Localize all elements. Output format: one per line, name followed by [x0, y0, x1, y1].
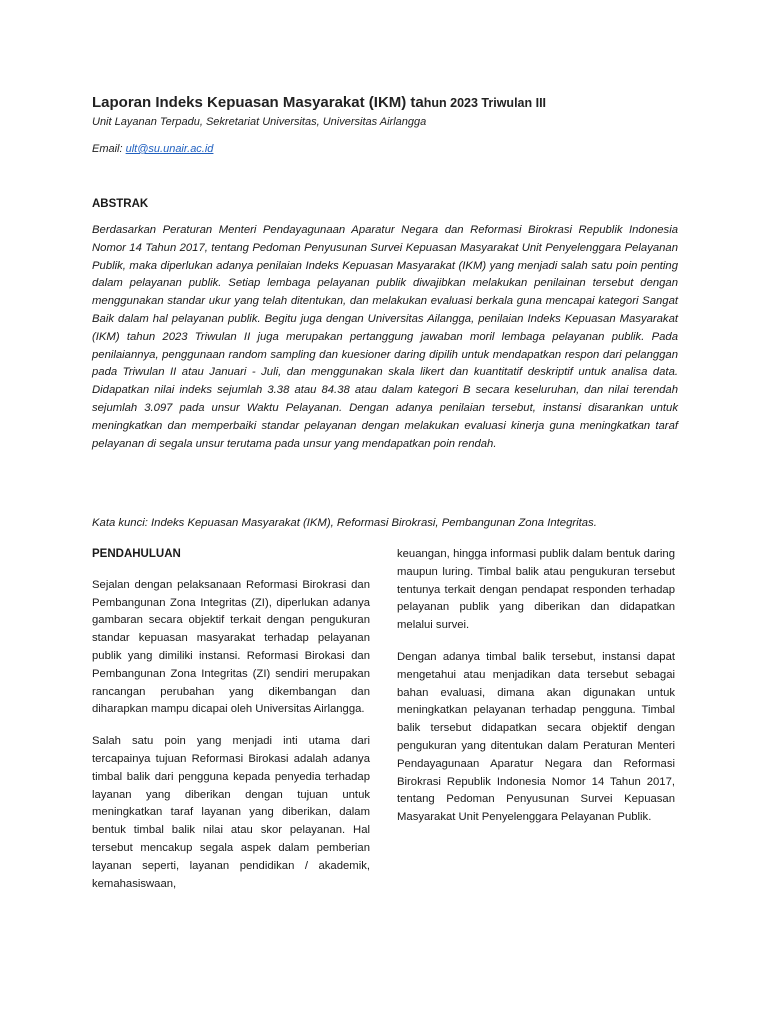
- paragraph: Salah satu poin yang menjadi inti utama dari tercapainya tujuan Reformasi Birokasi adalah adanya timbal balik dari pengguna kepada penyedia terhadap layanan yang diberikan dengan tujuan untuk meningkatkan taraf layanan yang diberikan, dalam bentuk timbal balik nilai atau skor pelayanan. Hal tersebut mencakup segala aspek dalam pemberian layanan seperti, layanan pendidikan / akademik, kemahasiswaan,: [92, 735, 370, 890]
- paragraph: Dengan adanya timbal balik tersebut, instansi dapat mengetahui atau menjadikan data tersebut sebagai bahan evaluasi, dimana akan digunakan untuk meningkatkan pelayanan terhadap pengguna. Timbal balik tersebut didapatkan secara objektif dengan pengukuran yang ditentukan dalam Peraturan Menteri Pendayagunaan Aparatur Negara dan Reformasi Birokrasi Republik Indonesia Nomor 14 Tahun 2017, tentang Pedoman Penyusunan Survei Kepuasan Masyarakat Unit Penyelenggara Pelayanan Publik.: [397, 650, 675, 824]
- affiliation: Unit Layanan Terpadu, Sekretariat Universitas, Universitas Airlangga: [92, 116, 427, 128]
- abstract-heading: ABSTRAK: [92, 198, 149, 210]
- paragraph: keuangan, hingga informasi publik dalam bentuk daring maupun luring. Timbal balik atau pengukuran tersebut tentunya terkait dengan pendapat responden terhadap pelayanan publik yang diberikan dan didapatkan melalui survei.: [397, 548, 675, 632]
- email-label: Email:: [92, 143, 126, 155]
- title-main: Laporan Indeks Kepuasan Masyarakat (IKM) ta: [92, 94, 424, 111]
- title-tail: hun 2023 Triwulan III: [423, 96, 547, 110]
- keywords: Kata kunci: Indeks Kepuasan Masyarakat (IKM), Reformasi Birokrasi, Pembangunan Zona Integritas.: [92, 517, 597, 529]
- section-heading: PENDAHULUAN: [92, 548, 181, 560]
- email-line: [92, 143, 213, 155]
- abstract-text: Berdasarkan Peraturan Menteri Pendayagunaan Aparatur Negara dan Reformasi Birokrasi Republik Indonesia Nomor 14 Tahun 2017, tentang Pedoman Penyusunan Survei Kepuasan Masyarakat Unit Penyelenggara Pelayanan Publik, maka diperlukan adanya penilaian Indeks Kepuasan Masyarakat (IKM) yang menjadi salah satu poin penting dalam pelayanan publik. Setiap lembaga pelayanan publik diwajibkan melakukan penilainan tersebut dengan menggunakan standar ukur yang telah ditentukan, dan melakukan evaluasi berkala guna mencapai kategori Sangat Baik dalam hal pelayanan publik. Begitu juga dengan Universitas Ailangga, penilaian Indeks Kepuasan Masyarakat (IKM) tahun 2023 Triwulan II juga merupakan pertanggung jawaban moril lembaga pelayanan publik. Pada penilaiannya, penggunaan random sampling dan kuesioner daring dipilih untuk mendapatkan respon dari pelanggan pada Triwulan II atau Januari - Juli, dan menggunakan skala likert dan kuantitatif deskriptif untuk analisa data. Didapatkan nilai indeks sejumlah 3.38 atau 84.38 atau dalam kategori B secara keseluruhan, dan nilai terendah sejumlah 3.097 pada unsur Waktu Pelayanan. Dengan adanya penilaian tersebut, instansi disarankan untuk meningkatkan dan memperbaiki standar pelayanan dengan melakukan evaluasi kinerja guna meningkatkan taraf pelayanan di segala unsur terutama pada unsur yang mendapatkan poin rendah.: [92, 224, 678, 450]
- document-title: [92, 94, 692, 111]
- paragraph: Sejalan dengan pelaksanaan Reformasi Birokrasi dan Pembangunan Zona Integritas (ZI), diperlukan adanya gambaran secara objektif terkait dengan pengukuran standar kepuasan masyarakat terhadap pelayanan publik yang dimiliki instansi. Reformasi Birokasi dan Pembangunan Zona Integritas (ZI) sendiri merupakan rancangan perubahan yang dikembangan dan diharapkan mampu dicapai oleh Universitas Airlangga.: [92, 578, 370, 716]
- right-column: [397, 546, 675, 841]
- left-column: [92, 546, 370, 907]
- email-link[interactable]: ult@su.unair.ac.id: [125, 143, 214, 155]
